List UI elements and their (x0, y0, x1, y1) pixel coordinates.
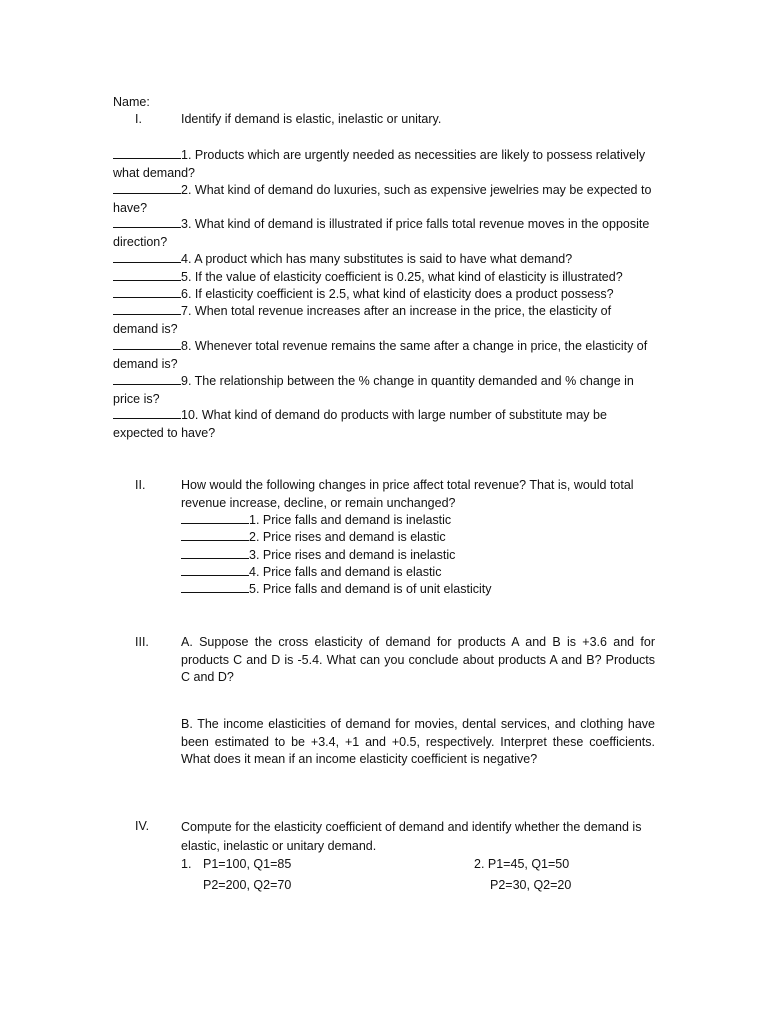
problem-1-number: 1. (181, 857, 192, 871)
question-2: 2. What kind of demand do luxuries, such as expensive jewelries may be expected to have? (113, 183, 652, 215)
question-5: 5. If the value of elasticity coefficient is 0.25, what kind of elasticity is illustrated? (113, 268, 673, 287)
section-4-numeral: IV. (135, 819, 150, 833)
answer-blank[interactable] (113, 406, 181, 419)
answer-blank[interactable] (181, 563, 249, 576)
s2-item-1: 1. Price falls and demand is inelastic (181, 511, 451, 529)
section-3-part-b: B. The income elasticities of demand for movies, dental services, and clothing have been estimated to be +3.4, +1 and +0.5, respectively. Interpret these coefficients. What does it mean if an income elasticity coefficient is negative? (181, 717, 655, 766)
problem-1-line-1: P1=100, Q1=85 (203, 857, 292, 871)
s2-item-5: 5. Price falls and demand is of unit elasticity (181, 580, 491, 598)
s2-item-2: 2. Price rises and demand is elastic (181, 528, 446, 546)
answer-blank[interactable] (113, 250, 181, 263)
answer-blank[interactable] (113, 302, 181, 315)
answer-blank[interactable] (113, 181, 181, 194)
name-label: Name: (113, 95, 150, 109)
section-3-part-a: A. Suppose the cross elasticity of demand for products A and B is +3.6 and for products C and D is -5.4. What can you conclude about products A and B? Products C and D? (181, 635, 655, 684)
s2-item-3: 3. Price rises and demand is inelastic (181, 546, 455, 564)
section-2-numeral: II. (135, 478, 146, 492)
answer-blank[interactable] (181, 580, 249, 593)
problem-2-line-1: 2. P1=45, Q1=50 (474, 857, 570, 871)
answer-blank[interactable] (181, 546, 249, 559)
answer-blank[interactable] (113, 215, 181, 228)
problem-2-line-2: P2=30, Q2=20 (490, 878, 572, 892)
section-1-instruction: Identify if demand is elastic, inelastic or unitary. (181, 112, 442, 126)
section-2-instruction: How would the following changes in price affect total revenue? That is, would total revenue increase, decline, or remain unchanged? (181, 478, 634, 510)
section-4-instruction: Compute for the elasticity coefficient of demand and identify whether the demand is elastic, inelastic or unitary demand. (181, 820, 642, 853)
answer-blank[interactable] (113, 146, 181, 159)
question-1: 1. Products which are urgently needed as necessities are likely to possess relatively what demand? (113, 148, 646, 180)
question-10: 10. What kind of demand do products with large number of substitute may be expected to have? (113, 408, 607, 440)
answer-blank[interactable] (113, 372, 181, 385)
question-6: 6. If elasticity coefficient is 2.5, what kind of elasticity does a product possess? (113, 285, 673, 304)
answer-blank[interactable] (181, 528, 249, 541)
question-8: 8. Whenever total revenue remains the same after a change in price, the elasticity of demand is? (113, 339, 648, 371)
answer-blank[interactable] (113, 285, 181, 298)
answer-blank[interactable] (113, 337, 181, 350)
answer-blank[interactable] (113, 268, 181, 281)
s2-item-4: 4. Price falls and demand is elastic (181, 563, 441, 581)
question-7: 7. When total revenue increases after an increase in the price, the elasticity of demand is? (113, 304, 612, 336)
section-1-numeral: I. (135, 112, 142, 126)
question-3: 3. What kind of demand is illustrated if price falls total revenue moves in the opposite direction? (113, 217, 650, 249)
question-9: 9. The relationship between the % change in quantity demanded and % change in price is? (113, 374, 634, 406)
section-3-numeral: III. (135, 635, 149, 649)
question-4: 4. A product which has many substitutes is said to have what demand? (113, 250, 673, 269)
answer-blank[interactable] (181, 511, 249, 524)
problem-1-line-2: P2=200, Q2=70 (203, 878, 292, 892)
